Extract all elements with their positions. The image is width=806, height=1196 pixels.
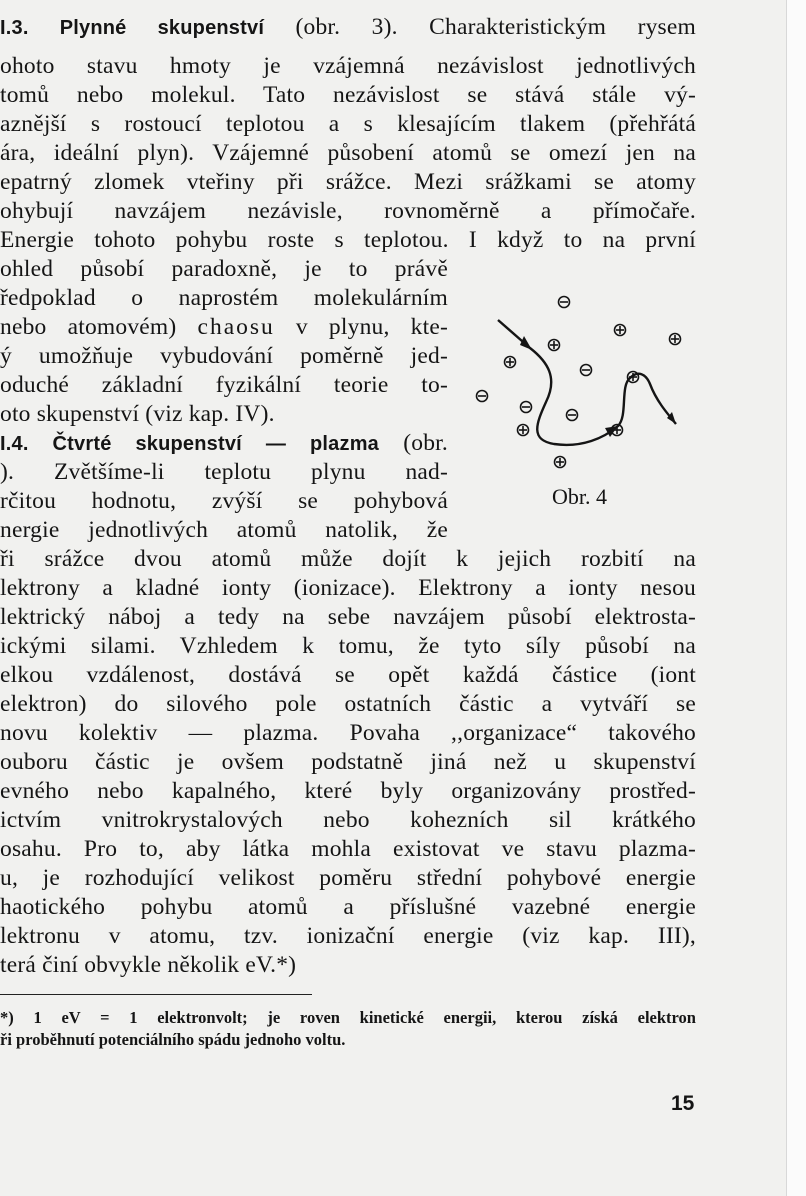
text-line: ředpoklad o naprostém molekulárním: [0, 285, 448, 311]
text-line: osahu. Pro to, aby látka mohla existovat ve stavu plazma-: [0, 836, 696, 862]
text-line: evného nebo kapalného, které byly organizovány prostřed-: [0, 778, 696, 804]
text-line: oduché základní fyzikální teorie to-: [0, 372, 448, 398]
text-line: ictvím vnitrokrystalových nebo kohezních sil krátkého: [0, 807, 696, 833]
section-heading: I.3. Plynné skupenství: [0, 17, 265, 39]
text-line: rčitou hodnotu, zvýší se pohybová: [0, 488, 448, 514]
text-line: oto skupenství (viz kap. IV).: [0, 401, 275, 427]
text-line: ickými silami. Vzhledem k tomu, že tyto síly působí na: [0, 633, 696, 659]
text-line: ý umožňuje vybudování poměrně jed-: [0, 343, 448, 369]
text-line: I.3. Plynné skupenství (obr. 3). Charakteristickým rysem: [0, 14, 696, 40]
text-line: nebo atomovém) chaosu v plynu, kte-: [0, 314, 448, 340]
text-line: aznější s rostoucí teplotou a s klesajícím tlakem (přehřátá: [0, 111, 696, 137]
text-line: epatrný zlomek vteřiny při srážce. Mezi srážkami se atomy: [0, 169, 696, 195]
text-line: ohoto stavu hmoty je vzájemná nezávislost jednotlivých: [0, 53, 696, 79]
text-line: Energie tohoto pohybu roste s teplotou. I když to na první: [0, 227, 696, 253]
page-number: 15: [671, 1092, 695, 1115]
text-line: ohled působí paradoxně, je to právě: [0, 256, 448, 282]
footnote-line: ři proběhnutí potenciálního spádu jednoho voltu.: [0, 1030, 346, 1049]
page-edge: [786, 0, 806, 1196]
text-line: novu kolektiv — plazma. Povaha ,,organizace“ takového: [0, 720, 696, 746]
text-line: ouboru částic je ovšem podstatně jiná než u skupenství: [0, 749, 696, 775]
plasma-diagram: [470, 290, 700, 480]
text-line: lektrony a kladné ionty (ionizace). Elektrony a ionty nesou: [0, 575, 696, 601]
text-line: ohybují navzájem nezávisle, rovnoměrně a přímočaře.: [0, 198, 696, 224]
text-line: ři srážce dvou atomů může dojít k jejich rozbití na: [0, 546, 696, 572]
section-heading: I.4. Čtvrté skupenství — plazma: [0, 433, 379, 455]
text-line: lektrický náboj a tedy na sebe navzájem působí elektrosta-: [0, 604, 696, 630]
footnote-rule: [0, 994, 312, 995]
figure-caption: Obr. 4: [552, 484, 607, 509]
text-line: I.4. Čtvrté skupenství — plazma (obr.: [0, 430, 448, 456]
text-line: terá činí obvykle několik eV.*): [0, 952, 297, 978]
text-line: lektronu v atomu, tzv. ionizační energie (viz kap. III),: [0, 923, 696, 949]
emphasized-word: chaosu: [197, 314, 275, 340]
footnote-line: *) 1 eV = 1 elektronvolt; je roven kinetické energii, kterou získá elektron: [0, 1008, 696, 1027]
text-line: nergie jednotlivých atomů natolik, že: [0, 517, 448, 543]
text-line: elkou vzdálenost, dostává se opět každá částice (iont: [0, 662, 696, 688]
trajectory-arrow: [520, 336, 532, 350]
text-line: u, je rozhodující velikost poměru střední pohybové energie: [0, 865, 696, 891]
text-line: haotického pohybu atomů a příslušné vazebné energie: [0, 894, 696, 920]
text-line: ). Zvětšíme-li teplotu plynu nad-: [0, 459, 448, 485]
text-line: elektron) do silového pole ostatních částic a vytváří se: [0, 691, 696, 717]
text-line: ára, ideální plyn). Vzájemné působení atomů se omezí jen na: [0, 140, 696, 166]
text-line: tomů nebo molekul. Tato nezávislost se stává stále vý-: [0, 82, 696, 108]
